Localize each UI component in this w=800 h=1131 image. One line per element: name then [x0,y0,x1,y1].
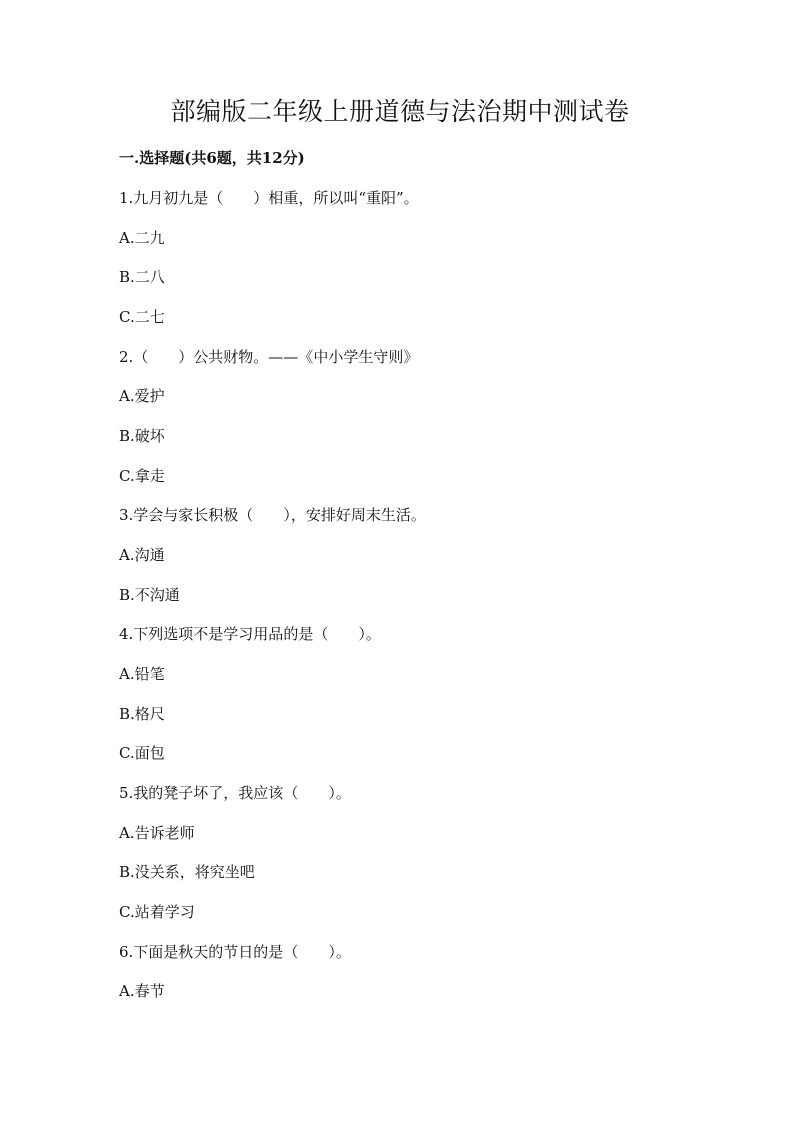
question-3-option-a: A.沟通 [119,546,165,564]
section-heading: 一.选择题(共6题，共12分) [119,149,305,167]
question-5-option-a: A.告诉老师 [119,824,195,842]
question-5-stem: 5.我的凳子坏了，我应该（ ）。 [119,784,351,802]
question-6-stem: 6.下面是秋天的节日的是（ ）。 [119,943,351,961]
question-1-option-c: C.二七 [119,308,165,326]
question-1-option-a: A.二九 [119,229,165,247]
question-1-option-b: B.二八 [119,268,165,286]
question-6-option-a: A.春节 [119,982,165,1000]
question-2-option-b: B.破坏 [119,427,165,445]
question-4-option-c: C.面包 [119,744,165,762]
question-3-option-b: B.不沟通 [119,586,180,604]
question-2-stem: 2.（ ）公共财物。——《中小学生守则》 [119,348,419,366]
question-4-option-a: A.铅笔 [119,665,165,683]
question-1-stem: 1.九月初九是（ ）相重，所以叫“重阳”。 [119,189,419,207]
question-2-option-a: A.爱护 [119,387,165,405]
question-3-stem: 3.学会与家长积极（ ），安排好周末生活。 [119,506,426,524]
question-4-option-b: B.格尺 [119,705,165,723]
question-4-stem: 4.下列选项不是学习用品的是（ ）。 [119,625,381,643]
question-5-option-c: C.站着学习 [119,903,195,921]
page-title: 部编版二年级上册道德与法治期中测试卷 [170,97,630,126]
question-2-option-c: C.拿走 [119,467,165,485]
question-5-option-b: B.没关系，将究坐吧 [119,863,255,881]
